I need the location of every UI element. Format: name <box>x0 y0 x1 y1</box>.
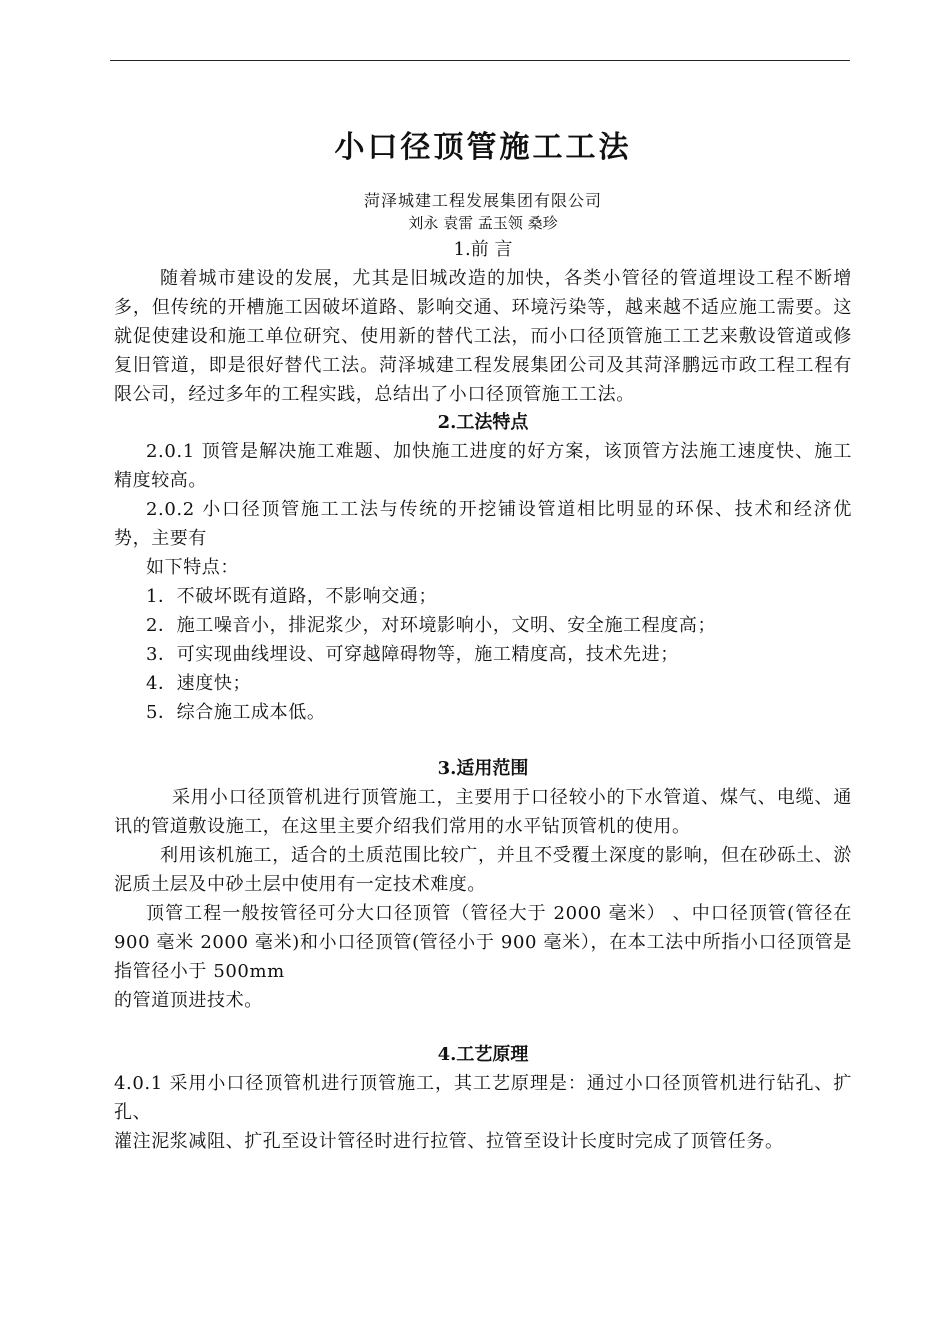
list-item: 2．施工噪音小，排泥浆少，对环境影响小，文明、安全施工程度高； <box>146 615 717 636</box>
section-2-paragraph-1: 2.0.1 顶管是解决施工难题、加快施工进度的好方案，该顶管方法施工速度快、施工精度较高。 <box>114 441 852 491</box>
authors: 刘永 袁雷 孟玉领 桑珍 <box>408 214 558 232</box>
section-2-paragraph-2: 2.0.2 小口径顶管施工工法与传统的开挖铺设管道相比明显的环保、技术和经济优势，主要有 <box>114 499 852 549</box>
organization: 菏泽城建工程发展集团有限公司 <box>363 191 602 210</box>
section-4-heading: 4.工艺原理 <box>437 1044 529 1065</box>
list-item: 3．可实现曲线埋设、可穿越障碍物等，施工精度高，技术先进； <box>146 644 679 665</box>
header-rule <box>110 60 850 61</box>
section-1-heading: 1.前 言 <box>453 239 513 260</box>
list-item: 1．不破坏既有道路，不影响交通； <box>146 586 438 607</box>
list-item: 4．速度快； <box>146 673 252 694</box>
list-item: 5．综合施工成本低。 <box>146 702 326 723</box>
section-4-paragraph-2: 灌注泥浆减阻、扩孔至设计管径时进行拉管、拉管至设计长度时完成了顶管任务。 <box>114 1131 784 1152</box>
document-title: 小口径顶管施工工法 <box>334 130 632 165</box>
document-body <box>114 118 852 1156</box>
section-3-paragraph-2: 利用该机施工，适合的土质范围比较广，并且不受覆土深度的影响，但在砂砾土、淤泥质土层及中砂土层中使用有一定技术难度。 <box>114 845 852 895</box>
section-2-paragraph-3: 如下特点： <box>146 557 239 578</box>
section-3-heading: 3.适用范围 <box>437 758 529 779</box>
section-3-paragraph-4: 的管道顶进技术。 <box>114 990 263 1011</box>
section-2-heading: 2.工法特点 <box>437 412 529 433</box>
spacer <box>114 1015 852 1041</box>
spacer <box>114 727 852 755</box>
section-3-paragraph-3: 顶管工程一般按管径可分大口径顶管（管径大于 2000 毫米） 、中口径顶管(管径在 900 毫米 2000 毫米)和小口径顶管(管径小于 900 毫米），在本工法中所指小口径顶管是指管径小于 500mm <box>114 903 852 982</box>
section-1-paragraph: 随着城市建设的发展，尤其是旧城改造的加快，各类小管径的管道埋设工程不断增多，但传统的开槽施工因破坏道路、影响交通、环境污染等，越来越不适应施工需要。这就促使建设和施工单位研究、使用新的替代工法，而小口径顶管施工工艺来敷设管道或修复旧管道，即是很好替代工法。菏泽城建工程发展集团公司及其菏泽鹏远市政工程工程有限公司，经过多年的工程实践，总结出了小口径顶管施工工法。 <box>114 268 852 405</box>
section-3-paragraph-1: 采用小口径顶管机进行顶管施工，主要用于口径较小的下水管道、煤气、电缆、通讯的管道敷设施工，在这里主要介绍我们常用的水平钻顶管机的使用。 <box>114 787 852 837</box>
section-4-paragraph-1: 4.0.1 采用小口径顶管机进行顶管施工，其工艺原理是：通过小口径顶管机进行钻孔、扩孔、 <box>114 1073 852 1123</box>
